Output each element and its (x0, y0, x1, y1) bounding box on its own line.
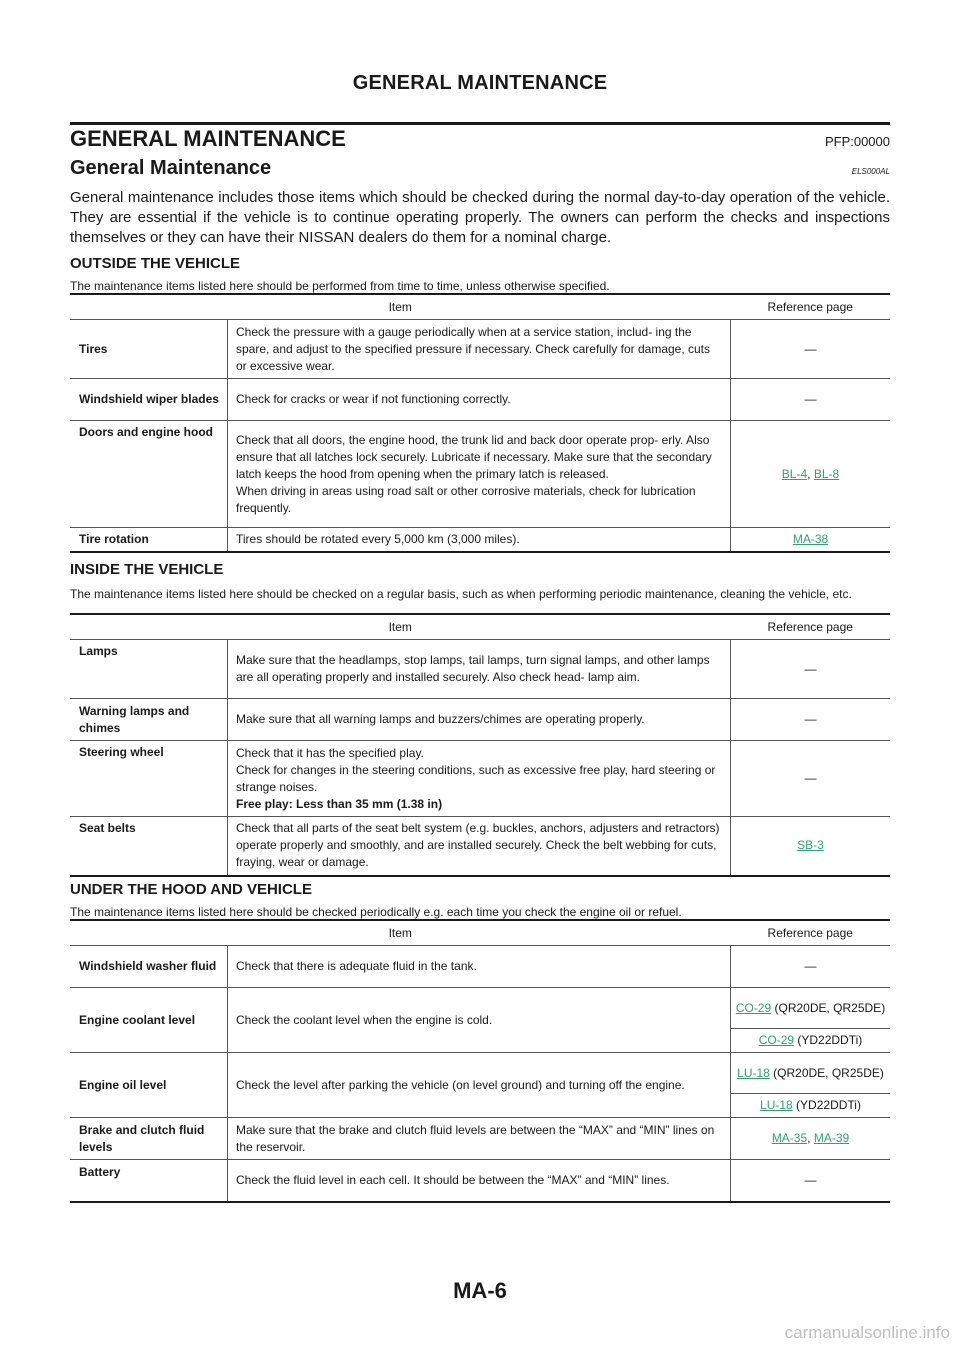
table-row (70, 379, 890, 421)
reference-note: (YD22DDTi) (792, 1098, 861, 1112)
row-item: Windshield washer fluid (70, 946, 228, 988)
row-item: Doors and engine hood (70, 421, 228, 528)
column-header-reference: Reference page (731, 294, 891, 320)
reference-note: (QR20DE, QR25DE) (771, 1000, 886, 1015)
section-title: GENERAL MAINTENANCE (70, 126, 346, 151)
table-row (70, 699, 890, 741)
reference-link[interactable]: MA-38 (792, 531, 829, 546)
subsection-code: ELS000AL (851, 167, 890, 176)
reference-link[interactable]: SB-3 (797, 838, 824, 853)
row-item: Engine coolant level (70, 988, 228, 1053)
row-reference (731, 1029, 891, 1053)
table-row (70, 988, 890, 1029)
row-reference (731, 528, 891, 552)
description-line: Check for changes in the steering conditions, such as excessive free play, hard steering or strange noises. (236, 762, 716, 794)
reference-link[interactable]: CO-29 (735, 1000, 772, 1015)
table-row (70, 320, 890, 379)
pfp-code: PFP:00000 (824, 134, 890, 149)
table-row (70, 1118, 890, 1160)
row-item: Tire rotation (70, 528, 228, 552)
table-row (70, 1053, 890, 1094)
reference-link[interactable]: MA-39 (813, 1131, 850, 1145)
row-description (228, 741, 731, 817)
row-description: Make sure that the headlamps, stop lamps, tail lamps, turn signal lamps, and other lamps are all operating properly and installed securely. Also check head- lamp aim. (228, 640, 731, 699)
table-header-row (70, 614, 890, 640)
row-item: Seat belts (70, 817, 228, 876)
table-row (70, 741, 890, 817)
intro-paragraph: General maintenance includes those items which should be checked during the normal day-to-day operation of the vehicle. They are essential if the vehicle is to continue operating properly. The owners can perform the checks and inspections themselves or they can have their NISSAN dealers do them for a nominal charge. (70, 189, 890, 246)
row-reference: — (731, 946, 891, 988)
reference-link[interactable]: LU-18 (760, 1098, 793, 1112)
row-reference: — (731, 699, 891, 741)
page-number: MA-6 (453, 1278, 507, 1303)
row-reference: — (731, 320, 891, 379)
table-row (70, 421, 890, 528)
reference-link[interactable]: BL-8 (813, 466, 840, 481)
table-row (70, 817, 890, 876)
description-line: When driving in areas using road salt or other corrosive materials, check for lubrication frequently. (236, 483, 696, 515)
row-item: Lamps (70, 640, 228, 699)
header-rule (70, 122, 890, 125)
row-description: Check the level after parking the vehicle (on level ground) and turning off the engine. (228, 1053, 731, 1118)
row-reference (731, 1118, 891, 1160)
row-description: Check that all parts of the seat belt system (e.g. buckles, anchors, adjusters and retractors) operate properly and smoothly, and are installed securely. Check the belt webbing for cuts, fraying, wear or damage. (228, 817, 731, 876)
column-header-item: Item (70, 614, 731, 640)
row-item: Windshield wiper blades (70, 379, 228, 421)
row-item: Engine oil level (70, 1053, 228, 1118)
description-line: Check that it has the specified play. (236, 745, 424, 760)
column-header-item: Item (70, 294, 731, 320)
inside-description: The maintenance items listed here should be checked on a regular basis, such as when performing periodic maintenance, cleaning the vehicle, etc. (70, 587, 852, 601)
reference-link[interactable]: CO-29 (758, 1033, 795, 1047)
column-header-reference: Reference page (731, 614, 891, 640)
watermark: carmanualsonline.info (784, 1323, 950, 1342)
row-item: Brake and clutch fluid levels (70, 1118, 228, 1160)
row-description: Check the coolant level when the engine is cold. (228, 988, 731, 1053)
row-reference (731, 817, 891, 876)
row-item: Warning lamps and chimes (70, 699, 228, 741)
reference-separator: , (807, 1131, 814, 1145)
row-reference (731, 421, 891, 528)
row-description: Check the fluid level in each cell. It should be between the “MAX” and “MIN” lines. (228, 1160, 731, 1202)
outside-heading: OUTSIDE THE VEHICLE (70, 255, 241, 272)
reference-link[interactable]: LU-18 (737, 1065, 770, 1080)
column-header-item: Item (70, 920, 731, 946)
row-reference: — (731, 1160, 891, 1202)
reference-note: (YD22DDTi) (794, 1033, 863, 1047)
table-row (70, 528, 890, 552)
outside-description: The maintenance items listed here should be performed from time to time, unless otherwise specified. (70, 279, 610, 293)
row-item: Tires (70, 320, 228, 379)
row-reference (731, 1094, 891, 1118)
reference-link[interactable]: MA-35 (771, 1131, 808, 1145)
outside-table (70, 293, 890, 553)
table-row (70, 640, 890, 699)
page-header-title: GENERAL MAINTENANCE (352, 72, 608, 94)
under-table (70, 919, 890, 1203)
row-reference: — (731, 741, 891, 817)
under-description: The maintenance items listed here should be checked periodically e.g. each time you check the engine oil or refuel. (70, 905, 682, 919)
row-description (228, 421, 731, 528)
row-reference: — (731, 379, 891, 421)
row-reference (731, 988, 891, 1029)
reference-note: (QR20DE, QR25DE) (769, 1065, 884, 1080)
table-header-row (70, 920, 890, 946)
row-description: Check for cracks or wear if not functioning correctly. (228, 379, 731, 421)
row-description: Make sure that the brake and clutch fluid levels are between the “MAX” and “MIN” lines on the reservoir. (228, 1118, 731, 1160)
row-description: Make sure that all warning lamps and buzzers/chimes are operating properly. (228, 699, 731, 741)
table-row (70, 946, 890, 988)
table-header-row (70, 294, 890, 320)
row-description: Check the pressure with a gauge periodically when at a service station, includ- ing the spare, and adjust to the specified pressure if necessary. Check carefully for damage, cuts or excessive wear. (228, 320, 731, 379)
reference-link[interactable]: BL-4 (781, 466, 808, 481)
subsection-title-row (70, 157, 890, 183)
row-reference (731, 1053, 891, 1094)
inside-table (70, 613, 890, 877)
table-row (70, 1160, 890, 1202)
row-description: Tires should be rotated every 5,000 km (3,000 miles). (228, 528, 731, 552)
reference-separator: , (807, 466, 814, 481)
section-title-row (70, 126, 890, 156)
row-item: Steering wheel (70, 741, 228, 817)
row-reference: — (731, 640, 891, 699)
row-description: Check that there is adequate fluid in the tank. (228, 946, 731, 988)
row-item: Battery (70, 1160, 228, 1202)
free-play-spec: Free play: Less than 35 mm (1.38 in) (236, 796, 443, 811)
inside-heading: INSIDE THE VEHICLE (70, 561, 224, 578)
under-heading: UNDER THE HOOD AND VEHICLE (70, 881, 312, 898)
description-line: Check that all doors, the engine hood, the trunk lid and back door operate prop- erly. Also ensure that all latches lock securely. Lubricate if necessary. Make sure that the secondary latch keeps the hood from opening when the primary latch is released. (236, 432, 712, 481)
subsection-title: General Maintenance (70, 157, 272, 179)
column-header-reference: Reference page (731, 920, 891, 946)
